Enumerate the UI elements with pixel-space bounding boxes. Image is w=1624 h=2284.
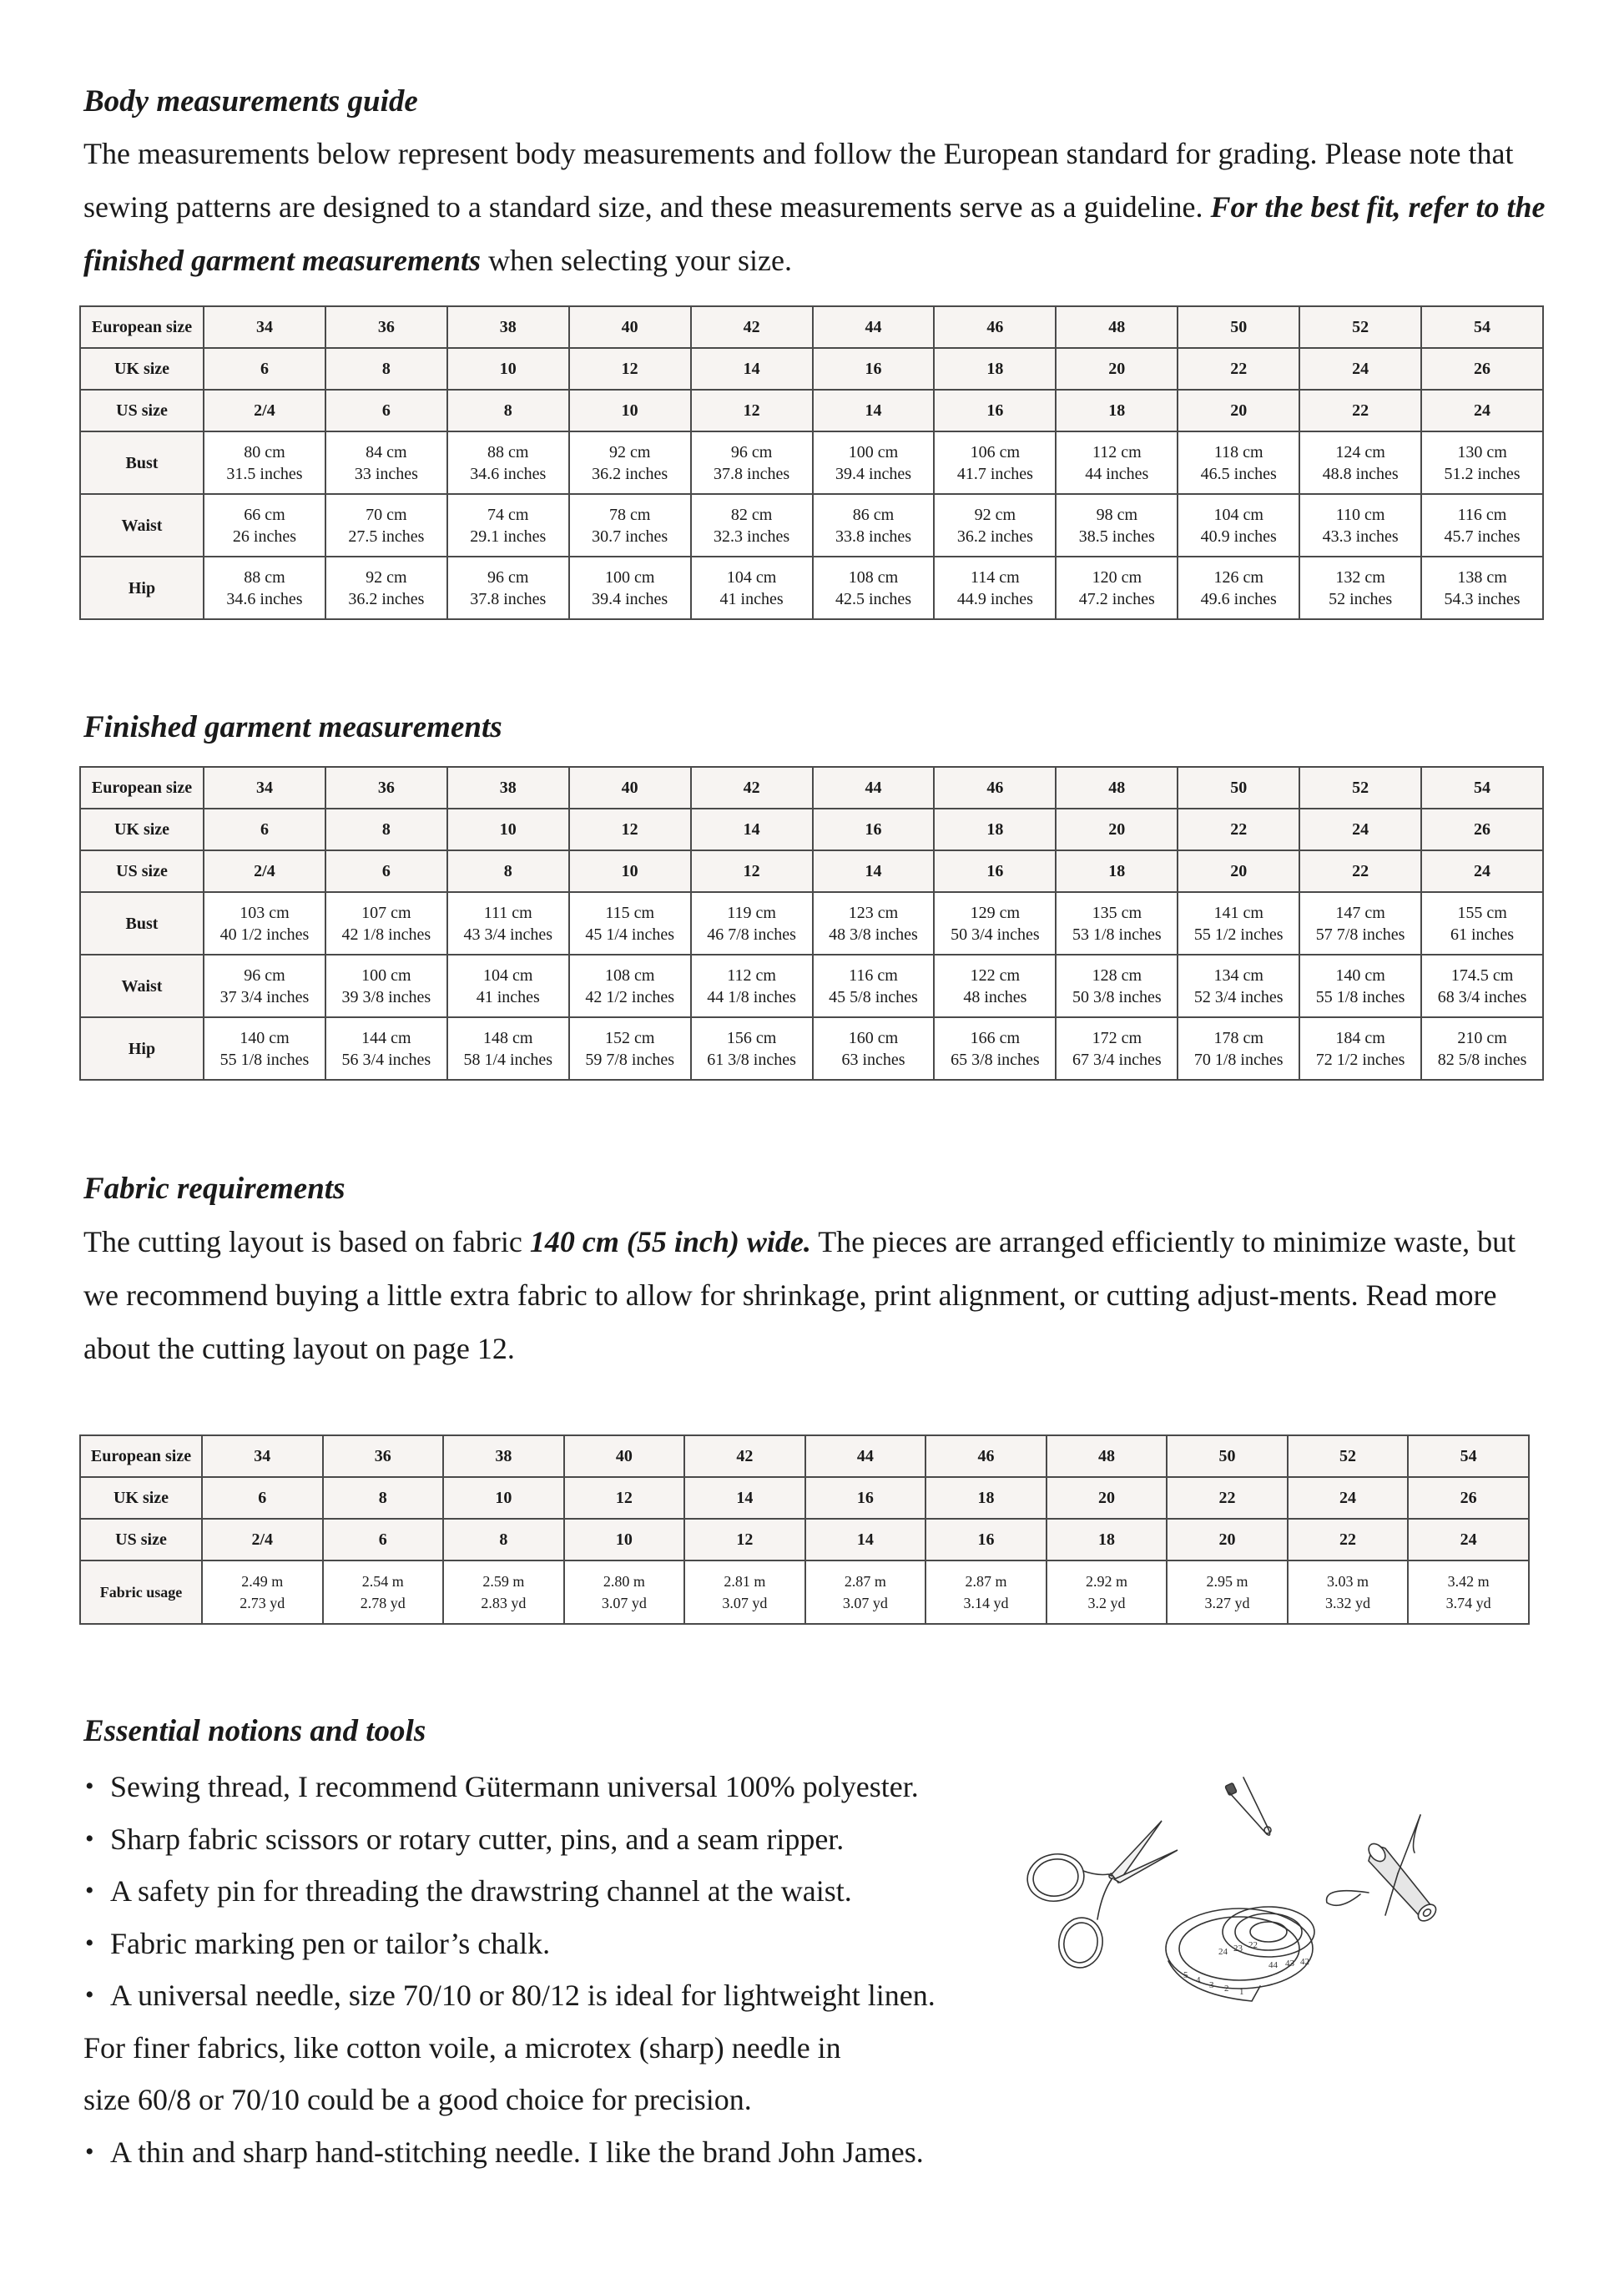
measurement-cell: 108 cm 42.5 inches: [813, 557, 935, 619]
size-cell: 18: [1047, 1519, 1168, 1560]
fabric-usage-table: [79, 1434, 1530, 1625]
size-row-uk: [80, 348, 1543, 390]
size-cell: 24: [1408, 1519, 1529, 1560]
size-cell: 12: [691, 850, 813, 892]
measurement-cell: 112 cm 44 inches: [1056, 431, 1178, 494]
size-cell: 18: [934, 809, 1056, 850]
fabric-usage-cell: 2.54 m 2.78 yd: [323, 1560, 444, 1624]
size-cell: 14: [813, 850, 935, 892]
table-row: [80, 892, 1543, 955]
measurement-cell: 144 cm 56 3/4 inches: [325, 1017, 447, 1080]
size-cell: 2/4: [202, 1519, 323, 1560]
measurement-cell: 116 cm 45 5/8 inches: [813, 955, 935, 1017]
row-label: Bust: [80, 892, 204, 955]
size-cell: 18: [1056, 850, 1178, 892]
size-cell: 20: [1178, 850, 1299, 892]
measurement-cell: 100 cm 39.4 inches: [569, 557, 691, 619]
size-cell: 18: [1056, 390, 1178, 431]
size-row-uk: [80, 1477, 1529, 1519]
row-label: UK size: [80, 1477, 202, 1519]
size-cell: 38: [447, 306, 569, 348]
svg-text:1: 1: [1239, 1987, 1244, 1997]
size-cell: 16: [805, 1477, 926, 1519]
measurement-cell: 174.5 cm 68 3/4 inches: [1421, 955, 1543, 1017]
size-row-european: [80, 1435, 1529, 1477]
measurement-cell: 141 cm 55 1/2 inches: [1178, 892, 1299, 955]
measurement-cell: 111 cm 43 3/4 inches: [447, 892, 569, 955]
fabric-usage-cell: 2.59 m 2.83 yd: [443, 1560, 564, 1624]
size-cell: 2/4: [204, 850, 325, 892]
measurement-cell: 70 cm 27.5 inches: [325, 494, 447, 557]
measurement-cell: 112 cm 44 1/8 inches: [691, 955, 813, 1017]
measurement-cell: 115 cm 45 1/4 inches: [569, 892, 691, 955]
table-row: [80, 955, 1543, 1017]
size-cell: 16: [925, 1519, 1047, 1560]
measurement-cell: 88 cm 34.6 inches: [447, 431, 569, 494]
fabric-usage-cell: 3.42 m 3.74 yd: [1408, 1560, 1529, 1624]
size-cell: 22: [1178, 809, 1299, 850]
size-cell: 22: [1178, 348, 1299, 390]
measurement-cell: 84 cm 33 inches: [325, 431, 447, 494]
measurement-cell: 160 cm 63 inches: [813, 1017, 935, 1080]
size-cell: 16: [934, 850, 1056, 892]
table-row: [80, 494, 1543, 557]
size-cell: 48: [1056, 306, 1178, 348]
svg-text:43: 43: [1285, 1959, 1294, 1969]
list-item: • Fabric marking pen or tailor’s chalk.: [83, 1918, 936, 1970]
row-label: US size: [80, 850, 204, 892]
size-cell: 52: [1299, 767, 1421, 809]
measurement-cell: 178 cm 70 1/8 inches: [1178, 1017, 1299, 1080]
scissors-icon: [1024, 1821, 1178, 1971]
measurement-cell: 110 cm 43.3 inches: [1299, 494, 1421, 557]
size-cell: 8: [325, 348, 447, 390]
size-cell: 24: [1421, 850, 1543, 892]
row-label: Fabric usage: [80, 1560, 202, 1624]
size-cell: 20: [1056, 809, 1178, 850]
size-cell: 50: [1178, 767, 1299, 809]
measurement-cell: 155 cm 61 inches: [1421, 892, 1543, 955]
measurement-cell: 172 cm 67 3/4 inches: [1056, 1017, 1178, 1080]
size-cell: 24: [1299, 348, 1421, 390]
size-cell: 14: [691, 348, 813, 390]
measurement-cell: 123 cm 48 3/8 inches: [813, 892, 935, 955]
measurement-cell: 120 cm 47.2 inches: [1056, 557, 1178, 619]
size-cell: 12: [691, 390, 813, 431]
size-cell: 10: [569, 390, 691, 431]
measurement-cell: 92 cm 36.2 inches: [569, 431, 691, 494]
measurement-cell: 86 cm 33.8 inches: [813, 494, 935, 557]
section-heading-body-guide: Body measurements guide: [83, 84, 418, 118]
measurement-cell: 210 cm 82 5/8 inches: [1421, 1017, 1543, 1080]
size-cell: 6: [204, 348, 325, 390]
table-row: [80, 557, 1543, 619]
measurement-cell: 106 cm 41.7 inches: [934, 431, 1056, 494]
size-cell: 42: [691, 306, 813, 348]
size-cell: 36: [323, 1435, 444, 1477]
size-cell: 18: [925, 1477, 1047, 1519]
size-row-us: [80, 390, 1543, 431]
size-cell: 26: [1421, 809, 1543, 850]
measurement-cell: 103 cm 40 1/2 inches: [204, 892, 325, 955]
row-label: US size: [80, 1519, 202, 1560]
size-cell: 40: [569, 767, 691, 809]
body-measurements-table: [79, 305, 1544, 620]
size-cell: 52: [1299, 306, 1421, 348]
size-row-european: [80, 767, 1543, 809]
fabric-usage-cell: 2.92 m 3.2 yd: [1047, 1560, 1168, 1624]
size-cell: 8: [447, 390, 569, 431]
measurement-cell: 152 cm 59 7/8 inches: [569, 1017, 691, 1080]
svg-text:5: 5: [1183, 1970, 1188, 1980]
size-cell: 38: [443, 1435, 564, 1477]
size-cell: 54: [1421, 767, 1543, 809]
fabric-paragraph: [83, 1215, 1552, 1375]
sewing-tools-illustration: [1018, 1769, 1552, 2053]
svg-text:23: 23: [1233, 1944, 1243, 1954]
size-cell: 46: [934, 767, 1056, 809]
fabric-usage-cell: 2.49 m 2.73 yd: [202, 1560, 323, 1624]
row-label: Hip: [80, 1017, 204, 1080]
size-cell: 14: [813, 390, 935, 431]
section-heading-finished: Finished garment measurements: [83, 710, 502, 744]
section-heading-fabric: Fabric requirements: [83, 1172, 345, 1206]
size-cell: 34: [204, 306, 325, 348]
measurement-cell: 140 cm 55 1/8 inches: [204, 1017, 325, 1080]
svg-text:22: 22: [1248, 1940, 1258, 1950]
size-cell: 26: [1421, 348, 1543, 390]
notions-list: [83, 1761, 936, 2178]
measurement-cell: 130 cm 51.2 inches: [1421, 431, 1543, 494]
measurement-cell: 119 cm 46 7/8 inches: [691, 892, 813, 955]
size-row-uk: [80, 809, 1543, 850]
thread-spool-icon: [1327, 1815, 1440, 1924]
measurement-cell: 92 cm 36.2 inches: [934, 494, 1056, 557]
row-label: US size: [80, 390, 204, 431]
size-cell: 22: [1299, 850, 1421, 892]
size-cell: 20: [1178, 390, 1299, 431]
size-cell: 22: [1167, 1477, 1288, 1519]
measurement-cell: 184 cm 72 1/2 inches: [1299, 1017, 1421, 1080]
fabric-usage-cell: 2.95 m 3.27 yd: [1167, 1560, 1288, 1624]
svg-text:3: 3: [1209, 1980, 1214, 1990]
size-cell: 8: [323, 1477, 444, 1519]
size-cell: 22: [1299, 390, 1421, 431]
body-guide-paragraph: [83, 127, 1552, 287]
row-label: UK size: [80, 809, 204, 850]
measurement-cell: 124 cm 48.8 inches: [1299, 431, 1421, 494]
size-row-european: [80, 306, 1543, 348]
size-cell: 24: [1299, 809, 1421, 850]
finished-garment-table: [79, 766, 1544, 1081]
size-cell: 42: [684, 1435, 805, 1477]
size-cell: 18: [934, 348, 1056, 390]
measurement-cell: 116 cm 45.7 inches: [1421, 494, 1543, 557]
body-guide-emphasis: For the best fit, refer to the finished garment measurements: [83, 190, 1546, 277]
measurement-cell: 118 cm 46.5 inches: [1178, 431, 1299, 494]
measurement-cell: 114 cm 44.9 inches: [934, 557, 1056, 619]
size-cell: 34: [202, 1435, 323, 1477]
size-cell: 46: [925, 1435, 1047, 1477]
size-cell: 50: [1178, 306, 1299, 348]
measurement-cell: 140 cm 55 1/8 inches: [1299, 955, 1421, 1017]
fabric-usage-cell: 2.87 m 3.14 yd: [925, 1560, 1047, 1624]
row-label: European size: [80, 767, 204, 809]
svg-text:44: 44: [1268, 1960, 1278, 1970]
size-cell: 10: [447, 348, 569, 390]
size-cell: 42: [691, 767, 813, 809]
svg-text:42: 42: [1300, 1957, 1309, 1967]
size-cell: 6: [202, 1477, 323, 1519]
measurement-cell: 82 cm 32.3 inches: [691, 494, 813, 557]
size-cell: 20: [1167, 1519, 1288, 1560]
size-cell: 2/4: [204, 390, 325, 431]
size-cell: 44: [813, 306, 935, 348]
size-cell: 20: [1047, 1477, 1168, 1519]
measurement-cell: 66 cm 26 inches: [204, 494, 325, 557]
list-item: • A thin and sharp hand-stitching needle. I like the brand John James.: [83, 2126, 936, 2179]
table-row: [80, 1560, 1529, 1624]
size-cell: 12: [564, 1477, 685, 1519]
size-row-us: [80, 850, 1543, 892]
size-cell: 36: [325, 767, 447, 809]
size-cell: 14: [691, 809, 813, 850]
size-cell: 12: [569, 348, 691, 390]
measurement-cell: 134 cm 52 3/4 inches: [1178, 955, 1299, 1017]
fabric-text-a: The cutting layout is based on fabric: [83, 1225, 530, 1258]
measurement-cell: 80 cm 31.5 inches: [204, 431, 325, 494]
size-cell: 16: [813, 809, 935, 850]
measurement-cell: 98 cm 38.5 inches: [1056, 494, 1178, 557]
size-cell: 10: [569, 850, 691, 892]
size-cell: 6: [204, 809, 325, 850]
row-label: Waist: [80, 494, 204, 557]
measurement-cell: 104 cm 41 inches: [691, 557, 813, 619]
fabric-usage-cell: 2.87 m 3.07 yd: [805, 1560, 926, 1624]
fabric-usage-cell: 2.81 m 3.07 yd: [684, 1560, 805, 1624]
size-cell: 12: [684, 1519, 805, 1560]
size-cell: 44: [813, 767, 935, 809]
size-cell: 48: [1047, 1435, 1168, 1477]
measurement-cell: 135 cm 53 1/8 inches: [1056, 892, 1178, 955]
measurement-cell: 126 cm 49.6 inches: [1178, 557, 1299, 619]
list-item: • Sharp fabric scissors or rotary cutter, pins, and a seam ripper.: [83, 1813, 936, 1866]
size-cell: 8: [443, 1519, 564, 1560]
fabric-text-b: The pieces are arranged efficiently to minimize waste, but we recommend buying a little extra fabric to allow for shrinkage, print alignment, or cutting adjust-ments. Read more about the cutting layout on page 12.: [83, 1225, 1516, 1365]
fabric-width-emphasis: 140 cm (55 inch) wide.: [529, 1225, 811, 1258]
size-cell: 38: [447, 767, 569, 809]
measurement-cell: 96 cm 37.8 inches: [447, 557, 569, 619]
measurement-cell: 148 cm 58 1/4 inches: [447, 1017, 569, 1080]
table-row: [80, 431, 1543, 494]
row-label: European size: [80, 1435, 202, 1477]
size-cell: 40: [569, 306, 691, 348]
row-label: UK size: [80, 348, 204, 390]
measurement-cell: 74 cm 29.1 inches: [447, 494, 569, 557]
size-cell: 20: [1056, 348, 1178, 390]
size-cell: 52: [1288, 1435, 1409, 1477]
svg-text:2: 2: [1224, 1984, 1229, 1994]
list-item: size 60/8 or 70/10 could be a good choice for precision.: [83, 2083, 752, 2116]
table-row: [80, 1017, 1543, 1080]
size-cell: 24: [1288, 1477, 1409, 1519]
list-item: • A universal needle, size 70/10 or 80/12 is ideal for lightweight linen.: [83, 1969, 936, 2022]
size-cell: 34: [204, 767, 325, 809]
list-item: For finer fabrics, like cotton voile, a microtex (sharp) needle in: [83, 2030, 841, 2065]
size-cell: 50: [1167, 1435, 1288, 1477]
size-cell: 22: [1288, 1519, 1409, 1560]
fabric-usage-cell: 2.80 m 3.07 yd: [564, 1560, 685, 1624]
size-row-us: [80, 1519, 1529, 1560]
size-cell: 6: [323, 1519, 444, 1560]
row-label: Hip: [80, 557, 204, 619]
measurement-cell: 147 cm 57 7/8 inches: [1299, 892, 1421, 955]
size-cell: 14: [805, 1519, 926, 1560]
size-cell: 54: [1421, 306, 1543, 348]
size-cell: 8: [447, 850, 569, 892]
measurement-cell: 138 cm 54.3 inches: [1421, 557, 1543, 619]
measurement-cell: 100 cm 39.4 inches: [813, 431, 935, 494]
size-cell: 10: [447, 809, 569, 850]
size-cell: 36: [325, 306, 447, 348]
measurement-cell: 128 cm 50 3/8 inches: [1056, 955, 1178, 1017]
size-cell: 12: [569, 809, 691, 850]
measurement-cell: 100 cm 39 3/8 inches: [325, 955, 447, 1017]
size-cell: 16: [934, 390, 1056, 431]
size-cell: 24: [1421, 390, 1543, 431]
tape-measure-icon: [1166, 1907, 1314, 2001]
size-cell: 40: [564, 1435, 685, 1477]
size-cell: 16: [813, 348, 935, 390]
size-cell: 44: [805, 1435, 926, 1477]
size-cell: 8: [325, 809, 447, 850]
svg-text:24: 24: [1218, 1947, 1228, 1957]
measurement-cell: 166 cm 65 3/8 inches: [934, 1017, 1056, 1080]
measurement-cell: 88 cm 34.6 inches: [204, 557, 325, 619]
measurement-cell: 108 cm 42 1/2 inches: [569, 955, 691, 1017]
svg-text:4: 4: [1196, 1975, 1201, 1985]
size-cell: 46: [934, 306, 1056, 348]
measurement-cell: 104 cm 40.9 inches: [1178, 494, 1299, 557]
row-label: European size: [80, 306, 204, 348]
measurement-cell: 156 cm 61 3/8 inches: [691, 1017, 813, 1080]
size-cell: 6: [325, 850, 447, 892]
measurement-cell: 132 cm 52 inches: [1299, 557, 1421, 619]
size-cell: 26: [1408, 1477, 1529, 1519]
measurement-cell: 92 cm 36.2 inches: [325, 557, 447, 619]
list-item: • A safety pin for threading the drawstring channel at the waist.: [83, 1865, 936, 1918]
measurement-cell: 96 cm 37.8 inches: [691, 431, 813, 494]
size-cell: 14: [684, 1477, 805, 1519]
body-guide-text: The measurements below represent body measurements and follow the European standard for grading. Please note that sewing patterns are designed to a standard size, and these measurements serve as a guideline.: [83, 137, 1514, 224]
size-cell: 54: [1408, 1435, 1529, 1477]
body-guide-tail: when selecting your size.: [481, 244, 792, 277]
row-label: Bust: [80, 431, 204, 494]
safety-pin-icon: [1225, 1777, 1271, 1835]
size-cell: 48: [1056, 767, 1178, 809]
size-cell: 10: [564, 1519, 685, 1560]
measurement-cell: 129 cm 50 3/4 inches: [934, 892, 1056, 955]
section-heading-notions: Essential notions and tools: [83, 1714, 426, 1748]
measurement-cell: 96 cm 37 3/4 inches: [204, 955, 325, 1017]
list-item: • Sewing thread, I recommend Gütermann universal 100% polyester.: [83, 1761, 936, 1813]
fabric-usage-cell: 3.03 m 3.32 yd: [1288, 1560, 1409, 1624]
size-cell: 10: [443, 1477, 564, 1519]
measurement-cell: 122 cm 48 inches: [934, 955, 1056, 1017]
size-cell: 6: [325, 390, 447, 431]
measurement-cell: 107 cm 42 1/8 inches: [325, 892, 447, 955]
measurement-cell: 78 cm 30.7 inches: [569, 494, 691, 557]
row-label: Waist: [80, 955, 204, 1017]
measurement-cell: 104 cm 41 inches: [447, 955, 569, 1017]
